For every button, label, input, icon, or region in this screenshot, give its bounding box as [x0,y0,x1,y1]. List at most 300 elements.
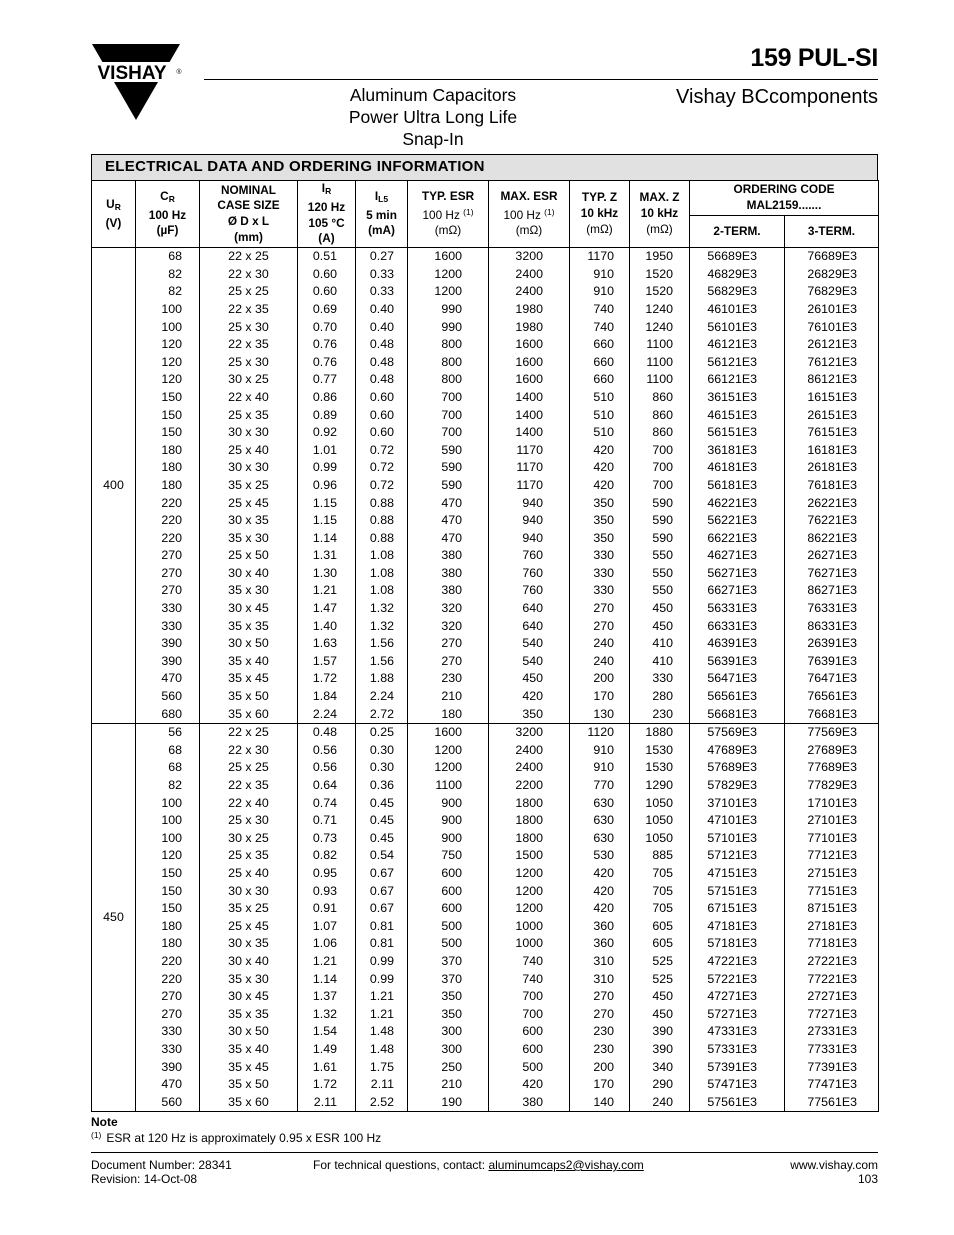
cell-typ-esr: 470 [408,495,489,513]
cell-capacitance: 100 [136,812,200,830]
cell-leakage-current: 0.40 [356,319,408,337]
cell-typ-z: 630 [570,795,630,813]
cell-capacitance: 270 [136,988,200,1006]
cell-max-esr: 1400 [489,389,570,407]
cell-case-size: 30 x 50 [200,1023,298,1041]
cell-case-size: 35 x 50 [200,688,298,706]
cell-typ-z: 420 [570,459,630,477]
cell-capacitance: 68 [136,759,200,777]
cell-leakage-current: 1.56 [356,635,408,653]
table-row [92,495,879,513]
cell-typ-z: 330 [570,565,630,583]
cell-capacitance: 120 [136,336,200,354]
cell-typ-esr: 300 [408,1041,489,1059]
table-row [92,301,879,319]
cell-typ-esr: 380 [408,582,489,600]
cell-case-size: 35 x 60 [200,1094,298,1112]
cell-max-esr: 540 [489,653,570,671]
cell-capacitance: 150 [136,900,200,918]
table-row [92,582,879,600]
cell-max-esr: 380 [489,1094,570,1112]
product-subtitle [340,84,526,150]
cell-ripple-current: 0.56 [298,742,356,760]
table-row [92,1076,879,1094]
cell-3-term-code: 16151E3 [785,389,879,407]
cell-typ-esr: 190 [408,1094,489,1112]
cell-2-term-code: 56221E3 [690,512,785,530]
cell-ripple-current: 1.72 [298,1076,356,1094]
cell-3-term-code: 76121E3 [785,354,879,372]
table-row [92,670,879,688]
cell-typ-z: 420 [570,442,630,460]
cell-2-term-code: 57181E3 [690,935,785,953]
table-row [92,918,879,936]
cell-2-term-code: 47689E3 [690,742,785,760]
table-row [92,618,879,636]
cell-2-term-code: 57561E3 [690,1094,785,1112]
cell-ripple-current: 1.47 [298,600,356,618]
cell-2-term-code: 67151E3 [690,900,785,918]
cell-max-z: 450 [630,600,690,618]
cell-ripple-current: 1.63 [298,635,356,653]
cell-leakage-current: 1.56 [356,653,408,671]
cell-leakage-current: 0.48 [356,336,408,354]
cell-case-size: 25 x 35 [200,847,298,865]
contact-email-link[interactable]: aluminumcaps2@vishay.com [488,1158,644,1172]
header-max-z: MAX. Z 10 kHz (mΩ) [630,181,690,248]
cell-3-term-code: 77569E3 [785,724,879,742]
cell-2-term-code: 46221E3 [690,495,785,513]
cell-case-size: 22 x 25 [200,248,298,266]
cell-3-term-code: 26181E3 [785,459,879,477]
cell-typ-esr: 320 [408,600,489,618]
cell-2-term-code: 46181E3 [690,459,785,477]
cell-max-esr: 640 [489,618,570,636]
cell-max-esr: 1170 [489,459,570,477]
cell-leakage-current: 1.88 [356,670,408,688]
cell-ripple-current: 1.32 [298,1006,356,1024]
table-row [92,1094,879,1112]
cell-leakage-current: 1.08 [356,547,408,565]
table-row [92,283,879,301]
cell-leakage-current: 2.72 [356,706,408,724]
cell-typ-esr: 600 [408,865,489,883]
cell-case-size: 35 x 35 [200,618,298,636]
cell-3-term-code: 77331E3 [785,1041,879,1059]
cell-capacitance: 56 [136,724,200,742]
table-row [92,847,879,865]
cell-capacitance: 390 [136,635,200,653]
cell-case-size: 30 x 45 [200,988,298,1006]
cell-max-z: 590 [630,495,690,513]
cell-3-term-code: 76391E3 [785,653,879,671]
cell-max-esr: 940 [489,495,570,513]
cell-typ-esr: 590 [408,442,489,460]
cell-max-esr: 1400 [489,424,570,442]
cell-typ-esr: 990 [408,319,489,337]
cell-leakage-current: 1.48 [356,1041,408,1059]
note-title: Note [91,1115,118,1129]
cell-ripple-current: 1.14 [298,971,356,989]
table-row [92,389,879,407]
cell-3-term-code: 17101E3 [785,795,879,813]
cell-capacitance: 100 [136,319,200,337]
cell-leakage-current: 1.32 [356,618,408,636]
cell-leakage-current: 0.45 [356,830,408,848]
cell-typ-esr: 380 [408,547,489,565]
cell-case-size: 30 x 45 [200,600,298,618]
cell-3-term-code: 86121E3 [785,371,879,389]
cell-typ-esr: 500 [408,918,489,936]
cell-ripple-current: 1.01 [298,442,356,460]
cell-2-term-code: 47101E3 [690,812,785,830]
cell-2-term-code: 57271E3 [690,1006,785,1024]
cell-ripple-current: 0.69 [298,301,356,319]
cell-2-term-code: 56471E3 [690,670,785,688]
cell-max-esr: 760 [489,547,570,565]
table-row [92,742,879,760]
cell-case-size: 35 x 45 [200,670,298,688]
cell-case-size: 30 x 30 [200,459,298,477]
header-2-term: 2-TERM. [690,215,785,248]
cell-ripple-current: 0.56 [298,759,356,777]
cell-2-term-code: 36181E3 [690,442,785,460]
cell-max-esr: 1000 [489,935,570,953]
cell-leakage-current: 0.36 [356,777,408,795]
cell-2-term-code: 57121E3 [690,847,785,865]
footer-rule [91,1152,878,1153]
cell-typ-z: 740 [570,319,630,337]
cell-3-term-code: 76561E3 [785,688,879,706]
cell-3-term-code: 26271E3 [785,547,879,565]
cell-case-size: 25 x 45 [200,495,298,513]
cell-max-z: 240 [630,1094,690,1112]
cell-typ-esr: 210 [408,688,489,706]
cell-capacitance: 180 [136,442,200,460]
cell-capacitance: 100 [136,301,200,319]
cell-max-z: 1880 [630,724,690,742]
table-row [92,1023,879,1041]
cell-max-esr: 420 [489,688,570,706]
cell-capacitance: 82 [136,283,200,301]
cell-3-term-code: 26391E3 [785,635,879,653]
cell-ripple-current: 0.99 [298,459,356,477]
cell-typ-esr: 590 [408,459,489,477]
cell-case-size: 35 x 40 [200,1041,298,1059]
cell-capacitance: 100 [136,830,200,848]
cell-leakage-current: 1.75 [356,1059,408,1077]
cell-max-z: 390 [630,1023,690,1041]
table-row [92,830,879,848]
cell-typ-z: 230 [570,1041,630,1059]
cell-case-size: 35 x 40 [200,653,298,671]
cell-case-size: 35 x 60 [200,706,298,724]
cell-max-esr: 1200 [489,883,570,901]
cell-typ-z: 270 [570,1006,630,1024]
cell-typ-z: 360 [570,935,630,953]
cell-ripple-current: 2.24 [298,706,356,724]
cell-3-term-code: 77561E3 [785,1094,879,1112]
cell-capacitance: 220 [136,512,200,530]
cell-max-esr: 1600 [489,336,570,354]
cell-leakage-current: 0.88 [356,530,408,548]
cell-typ-z: 240 [570,653,630,671]
cell-max-z: 590 [630,512,690,530]
cell-case-size: 30 x 25 [200,830,298,848]
cell-leakage-current: 0.81 [356,918,408,936]
cell-typ-esr: 800 [408,371,489,389]
cell-ripple-current: 1.72 [298,670,356,688]
cell-max-z: 410 [630,653,690,671]
cell-leakage-current: 2.24 [356,688,408,706]
cell-case-size: 30 x 25 [200,371,298,389]
table-row [92,565,879,583]
cell-max-z: 1520 [630,266,690,284]
cell-2-term-code: 47271E3 [690,988,785,1006]
cell-leakage-current: 0.30 [356,742,408,760]
cell-leakage-current: 1.32 [356,600,408,618]
cell-capacitance: 100 [136,795,200,813]
cell-3-term-code: 27221E3 [785,953,879,971]
cell-max-esr: 700 [489,1006,570,1024]
cell-typ-z: 200 [570,670,630,688]
cell-typ-esr: 350 [408,988,489,1006]
cell-leakage-current: 0.72 [356,459,408,477]
cell-typ-z: 420 [570,865,630,883]
contact-label: For technical questions, contact: [313,1158,486,1172]
cell-ripple-current: 0.91 [298,900,356,918]
cell-ripple-current: 0.86 [298,389,356,407]
table-row [92,688,879,706]
cell-typ-z: 350 [570,512,630,530]
cell-leakage-current: 0.60 [356,389,408,407]
cell-2-term-code: 57221E3 [690,971,785,989]
cell-max-esr: 2200 [489,777,570,795]
header-max-esr: MAX. ESR 100 Hz $^{(1)}$ (mΩ) [489,181,570,248]
logo-text: VISHAY [97,63,167,84]
cell-max-esr: 740 [489,971,570,989]
table-row [92,724,879,742]
cell-2-term-code: 57689E3 [690,759,785,777]
website-link[interactable]: www.vishay.com [790,1158,878,1172]
cell-leakage-current: 0.25 [356,724,408,742]
cell-typ-esr: 750 [408,847,489,865]
table-row [92,971,879,989]
cell-max-esr: 1400 [489,407,570,425]
cell-typ-z: 310 [570,971,630,989]
cell-capacitance: 150 [136,389,200,407]
cell-max-esr: 2400 [489,283,570,301]
cell-max-esr: 1980 [489,319,570,337]
cell-2-term-code: 57151E3 [690,883,785,901]
cell-ripple-current: 1.31 [298,547,356,565]
cell-typ-esr: 1200 [408,283,489,301]
cell-case-size: 35 x 25 [200,477,298,495]
cell-3-term-code: 26101E3 [785,301,879,319]
cell-typ-z: 200 [570,1059,630,1077]
cell-2-term-code: 57569E3 [690,724,785,742]
cell-max-z: 1240 [630,319,690,337]
cell-max-esr: 760 [489,582,570,600]
cell-max-z: 1100 [630,354,690,372]
cell-typ-esr: 270 [408,653,489,671]
cell-2-term-code: 66331E3 [690,618,785,636]
cell-typ-esr: 370 [408,971,489,989]
cell-max-z: 700 [630,442,690,460]
cell-3-term-code: 76271E3 [785,565,879,583]
cell-max-esr: 1800 [489,830,570,848]
cell-capacitance: 220 [136,495,200,513]
cell-ripple-current: 0.70 [298,319,356,337]
cell-leakage-current: 0.45 [356,795,408,813]
cell-2-term-code: 46151E3 [690,407,785,425]
cell-3-term-code: 86271E3 [785,582,879,600]
cell-leakage-current: 0.60 [356,424,408,442]
cell-2-term-code: 46829E3 [690,266,785,284]
cell-typ-z: 330 [570,582,630,600]
footnote [91,1130,381,1145]
cell-case-size: 22 x 35 [200,777,298,795]
cell-leakage-current: 0.67 [356,865,408,883]
table-row [92,547,879,565]
footer-document-info [91,1158,232,1186]
header-cr: $C_R$ 100 Hz (µF) [136,181,200,248]
cell-typ-esr: 900 [408,830,489,848]
cell-capacitance: 180 [136,459,200,477]
cell-case-size: 25 x 25 [200,283,298,301]
cell-ripple-current: 0.73 [298,830,356,848]
cell-ripple-current: 1.21 [298,953,356,971]
cell-3-term-code: 77151E3 [785,883,879,901]
cell-case-size: 25 x 25 [200,759,298,777]
cell-ripple-current: 1.40 [298,618,356,636]
table-row [92,865,879,883]
cell-2-term-code: 56681E3 [690,706,785,724]
cell-capacitance: 680 [136,706,200,724]
cell-capacitance: 220 [136,530,200,548]
cell-max-z: 550 [630,582,690,600]
cell-capacitance: 82 [136,777,200,795]
cell-typ-esr: 1200 [408,266,489,284]
cell-case-size: 25 x 30 [200,354,298,372]
cell-ripple-current: 1.15 [298,495,356,513]
cell-typ-z: 530 [570,847,630,865]
cell-typ-z: 1120 [570,724,630,742]
cell-case-size: 25 x 40 [200,442,298,460]
table-row [92,1006,879,1024]
cell-ripple-current: 1.84 [298,688,356,706]
cell-leakage-current: 0.99 [356,953,408,971]
cell-3-term-code: 27181E3 [785,918,879,936]
cell-max-esr: 700 [489,988,570,1006]
cell-case-size: 35 x 35 [200,1006,298,1024]
cell-typ-esr: 250 [408,1059,489,1077]
cell-capacitance: 560 [136,1094,200,1112]
cell-case-size: 30 x 50 [200,635,298,653]
cell-typ-z: 910 [570,283,630,301]
electrical-data-table [91,154,878,1112]
table-row [92,248,879,266]
cell-voltage: 450 [92,724,136,1112]
cell-capacitance: 150 [136,407,200,425]
cell-leakage-current: 0.60 [356,407,408,425]
cell-max-esr: 1600 [489,371,570,389]
header-typ-esr: TYP. ESR 100 Hz $^{(1)}$ (mΩ) [408,181,489,248]
cell-max-esr: 1500 [489,847,570,865]
cell-leakage-current: 0.67 [356,900,408,918]
cell-typ-z: 510 [570,407,630,425]
cell-leakage-current: 0.30 [356,759,408,777]
cell-ripple-current: 1.49 [298,1041,356,1059]
cell-leakage-current: 0.81 [356,935,408,953]
cell-3-term-code: 76681E3 [785,706,879,724]
cell-case-size: 22 x 35 [200,301,298,319]
cell-2-term-code: 46391E3 [690,635,785,653]
table-row [92,319,879,337]
table-row [92,953,879,971]
table-row [92,512,879,530]
cell-3-term-code: 76151E3 [785,424,879,442]
cell-capacitance: 270 [136,547,200,565]
cell-ripple-current: 0.60 [298,266,356,284]
footer-site-info [790,1158,878,1186]
cell-typ-esr: 990 [408,301,489,319]
subtitle-line-2: Power Ultra Long Life Snap-In [348,107,518,149]
cell-capacitance: 220 [136,971,200,989]
table-row [92,883,879,901]
cell-capacitance: 120 [136,371,200,389]
cell-typ-esr: 370 [408,953,489,971]
cell-max-z: 450 [630,1006,690,1024]
cell-capacitance: 470 [136,670,200,688]
cell-max-z: 290 [630,1076,690,1094]
cell-max-z: 230 [630,706,690,724]
cell-capacitance: 470 [136,1076,200,1094]
cell-typ-esr: 800 [408,354,489,372]
cell-typ-z: 740 [570,301,630,319]
cell-leakage-current: 0.40 [356,301,408,319]
cell-typ-esr: 380 [408,565,489,583]
cell-2-term-code: 46271E3 [690,547,785,565]
cell-typ-z: 660 [570,371,630,389]
cell-max-z: 1950 [630,248,690,266]
cell-2-term-code: 56689E3 [690,248,785,266]
cell-typ-esr: 270 [408,635,489,653]
header-3-term: 3-TERM. [785,215,879,248]
cell-case-size: 30 x 35 [200,935,298,953]
cell-typ-z: 630 [570,812,630,830]
cell-typ-z: 770 [570,777,630,795]
cell-case-size: 35 x 30 [200,971,298,989]
cell-2-term-code: 57101E3 [690,830,785,848]
cell-3-term-code: 26151E3 [785,407,879,425]
cell-3-term-code: 27689E3 [785,742,879,760]
cell-3-term-code: 77121E3 [785,847,879,865]
cell-typ-z: 510 [570,424,630,442]
cell-3-term-code: 26829E3 [785,266,879,284]
cell-leakage-current: 2.52 [356,1094,408,1112]
cell-leakage-current: 0.48 [356,371,408,389]
footnote-text: ESR at 120 Hz is approximately 0.95 x ESR 100 Hz [106,1131,382,1145]
cell-3-term-code: 27151E3 [785,865,879,883]
cell-typ-z: 910 [570,742,630,760]
cell-typ-esr: 350 [408,1006,489,1024]
cell-capacitance: 270 [136,582,200,600]
table-row [92,424,879,442]
cell-case-size: 25 x 30 [200,319,298,337]
cell-ripple-current: 0.96 [298,477,356,495]
cell-2-term-code: 66121E3 [690,371,785,389]
